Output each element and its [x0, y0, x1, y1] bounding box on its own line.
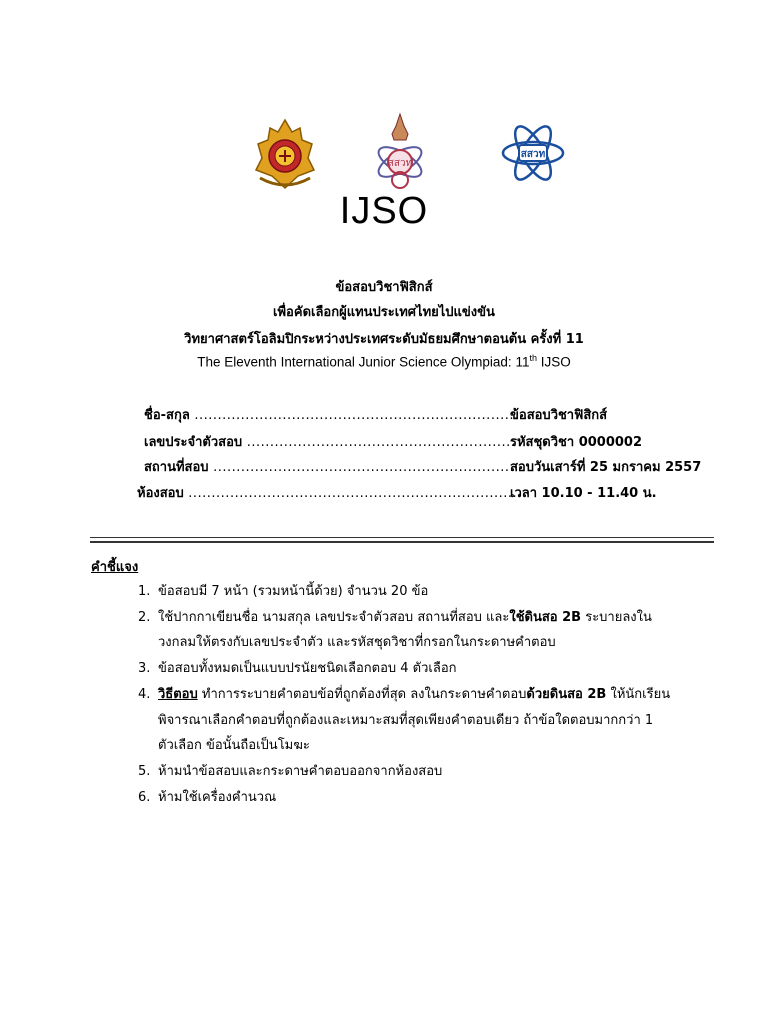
- ministry-emblem-icon: [252, 118, 318, 190]
- instruction-item: 1. ข้อสอบมี 7 หน้า (รวมหน้านี้ด้วย) จำนวน 20 ข้อ: [138, 584, 429, 599]
- instruction-item: 5. ห้ามนำข้อสอบและกระดาษคำตอบออกจากห้องสอบ: [138, 764, 443, 779]
- exam-time-info: เวลา 10.10 - 11.40 น.: [510, 486, 657, 501]
- name-field[interactable]: ชื่อ-สกุล ........................................................................: [144, 408, 528, 423]
- divider: [90, 541, 714, 543]
- instructions-title: คำชี้แจง: [91, 560, 139, 575]
- divider: [90, 537, 714, 538]
- instruction-continuation: ตัวเลือก ข้อนั้นถือเป็นโมฆะ: [158, 738, 310, 753]
- exam-purpose-heading: เพื่อคัดเลือกผู้แทนประเทศไทยไปแข่งขัน: [273, 305, 495, 320]
- exam-id-field[interactable]: เลขประจำตัวสอบ ..........................................................: [144, 435, 516, 450]
- page-title: IJSO: [339, 190, 429, 232]
- ipst-university-seal-icon: [372, 112, 428, 190]
- exam-date-info: สอบวันเสาร์ที่ 25 มกราคม 2557: [510, 460, 702, 475]
- instruction-continuation: พิจารณาเลือกคำตอบที่ถูกต้องและเหมาะสมที่สุดเพียงคำตอบเดียว ถ้าข้อใดตอบมากกว่า 1: [158, 713, 654, 728]
- instruction-item: 2. ใช้ปากกาเขียนชื่อ นามสกุล เลขประจำตัวสอบ สถานที่สอบ และใช้ดินสอ 2B ระบายลงใน: [138, 610, 652, 625]
- exam-room-field[interactable]: ห้องสอบ ........................................................................: [137, 486, 522, 501]
- ipst-atom-logo-icon: [500, 118, 566, 188]
- svg-text:สสวท: สสวท: [387, 158, 413, 169]
- exam-code-info: รหัสชุดวิชา 0000002: [510, 435, 643, 450]
- instruction-item: 4. วิธีตอบ ทำการระบายคำตอบข้อที่ถูกต้องที่สุด ลงในกระดาษคำตอบด้วยดินสอ 2B ให้นักเรียน: [138, 687, 671, 702]
- exam-subject-info: ข้อสอบวิชาฟิสิกส์: [510, 408, 608, 423]
- instruction-continuation: วงกลมให้ตรงกับเลขประจำตัว และรหัสชุดวิชาที่กรอกในกระดาษคำตอบ: [158, 635, 556, 650]
- exam-subject-heading: ข้อสอบวิชาฟิสิกส์: [335, 280, 433, 295]
- olympiad-name-thai: วิทยาศาสตร์โอลิมปิกระหว่างประเทศระดับมัธยมศึกษาตอนต้น ครั้งที่ 11: [184, 332, 584, 347]
- olympiad-name-english: The Eleventh International Junior Science Olympiad: 11th IJSO: [197, 353, 571, 370]
- instruction-item: 3. ข้อสอบทั้งหมดเป็นแบบปรนัยชนิดเลือกตอบ 4 ตัวเลือก: [138, 661, 457, 676]
- instruction-item: 6. ห้ามใช้เครื่องคำนวณ: [138, 790, 277, 805]
- svg-text:สสวท: สสวท: [520, 149, 546, 160]
- exam-venue-field[interactable]: สถานที่สอบ ..................................................................: [144, 460, 519, 475]
